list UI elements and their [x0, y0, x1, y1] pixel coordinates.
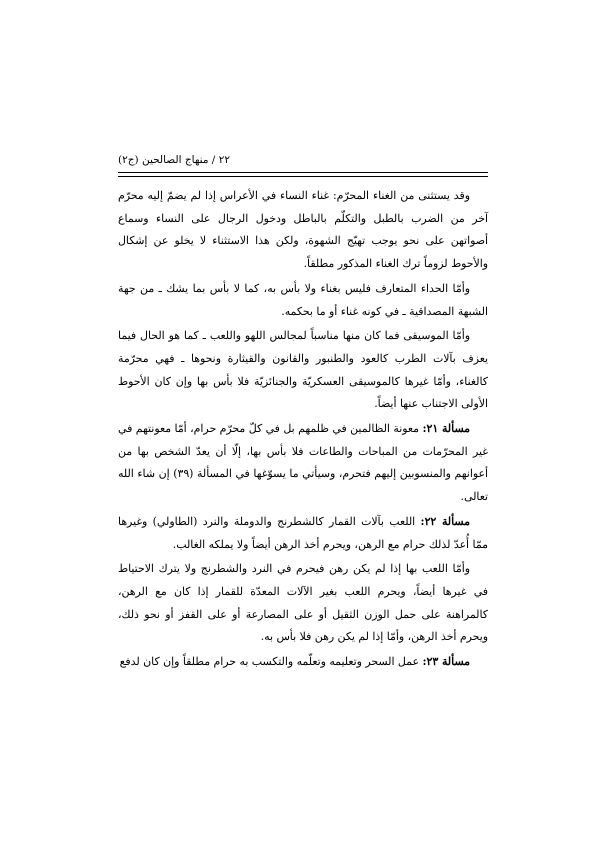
- running-title: ٢٢ / منهاج الصالحين (ج٢): [118, 154, 230, 166]
- page-header: [118, 150, 488, 170]
- header-double-rule: [118, 172, 488, 177]
- page-body: [118, 185, 488, 674]
- issue-label: مسألة ٢٢:: [420, 514, 470, 528]
- paragraph: [118, 185, 488, 276]
- issue-label: مسألة ٢١:: [422, 422, 470, 436]
- paragraph-text: عمل السحر وتعليمه وتعلّمه والتكسب به حرام مطلقاً وإن كان لدفع: [119, 655, 423, 669]
- paragraph: [118, 278, 488, 323]
- paragraph-text: وأمّا الموسيقى فما كان منها مناسباً لمجالس اللهو واللعب ـ كما هو الحال فيما يعزف بآلات الطرب كالعود والطنبور والقانون والقيثارة ونحوها ـ فهي محرّمة كالغناء، وأمّا غيرها كالموسيقى العسكريّة والجنائزيّة فلا بأس بها وإن كان الأحوط الأولى الاجتناب عنها أيضاً.: [118, 329, 488, 411]
- issue-paragraph: [118, 651, 488, 674]
- paragraph: [118, 558, 488, 649]
- paragraph-text: اللعب بآلات القمار كالشطرنج والدوملة والنرد (الطاولي) وغيرها ممّا أُعدّ لذلك حرام مع الرهن، ويحرم أخذ الرهن أيضاً ولا يملكه الغالب.: [118, 514, 488, 551]
- paragraph-text: معونة الظالمين في ظلمهم بل في كلّ محرّم حرام، أمّا معونتهم في غير المحرّمات من المباحات والطاعات فلا بأس بها، إلّا أن يعدّ الشخص بها من أعوانهم والمنسوبين إليهم فتحرم، وسيأتي ما يسوّغها في المسألة (٣٩) إن شاء الله تعالى.: [118, 422, 488, 504]
- paragraph-text: وأمّا الحداء المتعارف فليس بغناء ولا بأس به، كما لا بأس بما يشك ـ من جهة الشبهة المصداقية ـ في كونه غناء أو ما بحكمه.: [118, 281, 488, 318]
- issue-paragraph: [118, 418, 488, 509]
- issue-paragraph: [118, 511, 488, 556]
- book-page: [118, 150, 488, 676]
- paragraph-text: وقد يستثنى من الغناء المحرّم: غناء النساء في الأعراس إذا لم يضمّ إليه محرّم آخر من الضرب بالطبل والتكلّم بالباطل ودخول الرجال على النساء وسماع أصواتهن على نحو يوجب تهيّج الشهوة، ولكن هذا الاستثناء لا يخلو عن إشكال والأحوط لزوماً ترك الغناء المذكور مطلقاً.: [118, 189, 488, 271]
- paragraph-text: وأمّا اللعب بها إذا لم يكن رهن فيحرم في النرد والشطرنج ولا يترك الاحتياط في غيرها أيضاً، ويحرم اللعب بغير الآلات المعدّة للقمار إذا كان مع الرهن، كالمراهنة على حمل الوزن الثقيل أو على المصارعة أو على القفز أو نحو ذلك، ويحرم أخذ الرهن، وأمّا إذا لم يكن رهن فلا بأس به.: [118, 562, 488, 644]
- paragraph: [118, 325, 488, 416]
- issue-label: مسألة ٢٣:: [422, 655, 470, 669]
